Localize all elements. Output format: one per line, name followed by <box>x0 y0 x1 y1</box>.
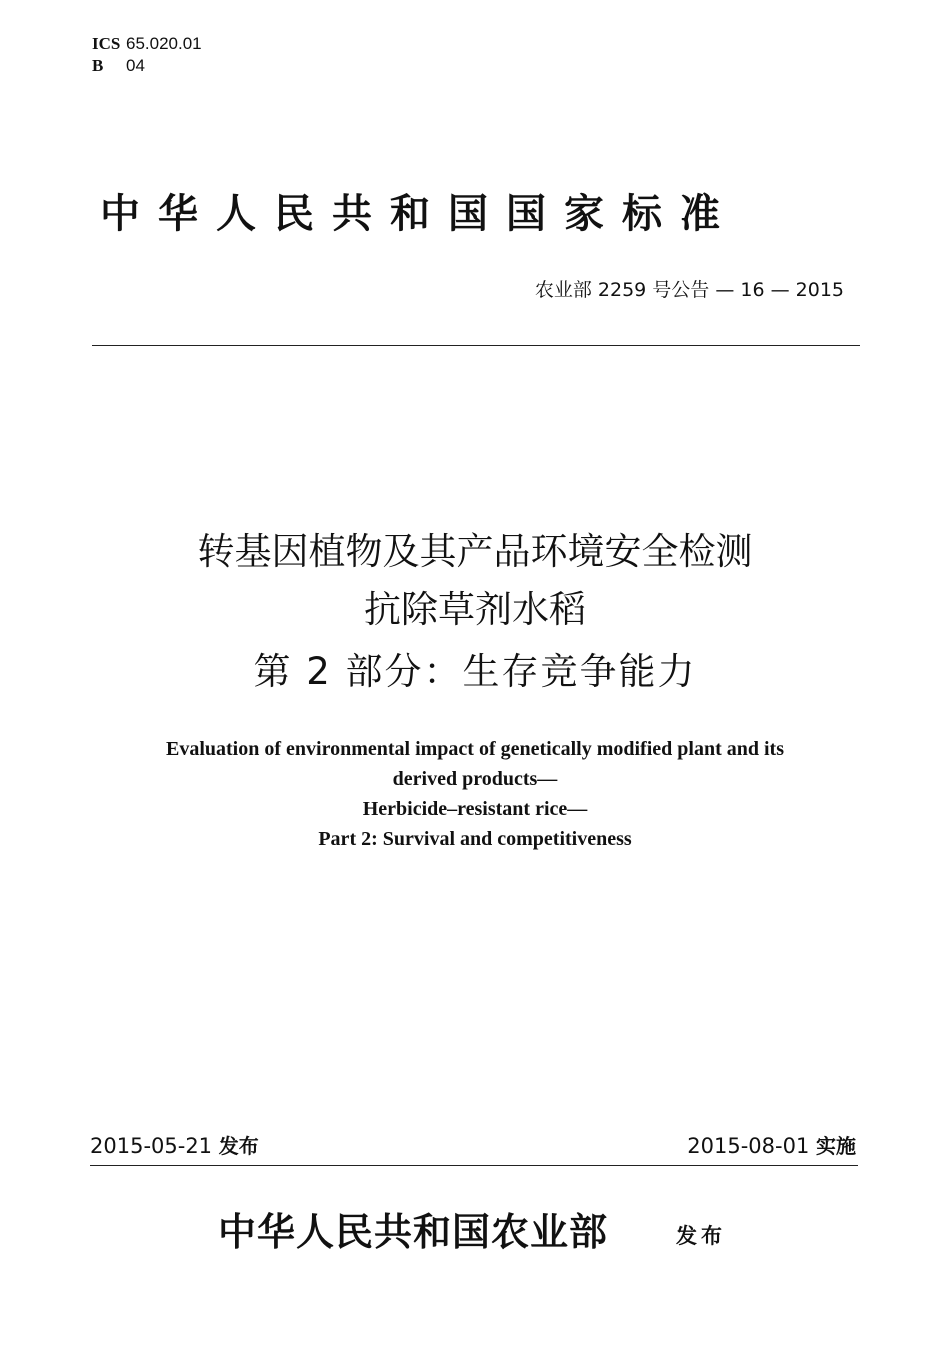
ics-label: ICS <box>92 34 121 53</box>
english-title-line-3: Herbicide–resistant rice— <box>362 798 588 820</box>
issue-date <box>90 1132 259 1160</box>
chinese-title-line-1: 转基因植物及其产品环境安全检测 <box>197 530 753 573</box>
english-title-line-1: Evaluation of environmental impact of genetically modified plant and its <box>166 738 784 760</box>
ccs-value: 04 <box>126 56 145 75</box>
ccs-code <box>92 56 145 76</box>
ccs-label: B <box>92 56 104 75</box>
top-divider <box>92 345 860 346</box>
ics-value: 65.020.01 <box>126 34 202 53</box>
implementation-label: 实施 <box>816 1134 856 1158</box>
bottom-divider <box>90 1165 858 1166</box>
implementation-date-value: 2015-08-01 <box>687 1134 810 1158</box>
issue-label: 发布 <box>218 1134 259 1158</box>
chinese-title-line-2: 抗除草剂水稻 <box>364 588 586 631</box>
ics-code <box>92 34 202 54</box>
publish-label: 发布 <box>676 1223 726 1248</box>
standard-type-heading: 中华人民共和国国家标准 <box>100 191 738 237</box>
english-title-line-4: Part 2: Survival and competitiveness <box>318 828 632 850</box>
chinese-title-line-3: 第 2 部分：生存竞争能力 <box>253 650 697 693</box>
publisher-name: 中华人民共和国农业部 <box>218 1209 609 1254</box>
implementation-date <box>687 1132 856 1160</box>
standard-number: 农业部 2259 号公告 — 16 — 2015 <box>534 279 844 301</box>
english-title-line-2: derived products— <box>392 768 558 790</box>
issue-date-value: 2015-05-21 <box>90 1134 213 1158</box>
